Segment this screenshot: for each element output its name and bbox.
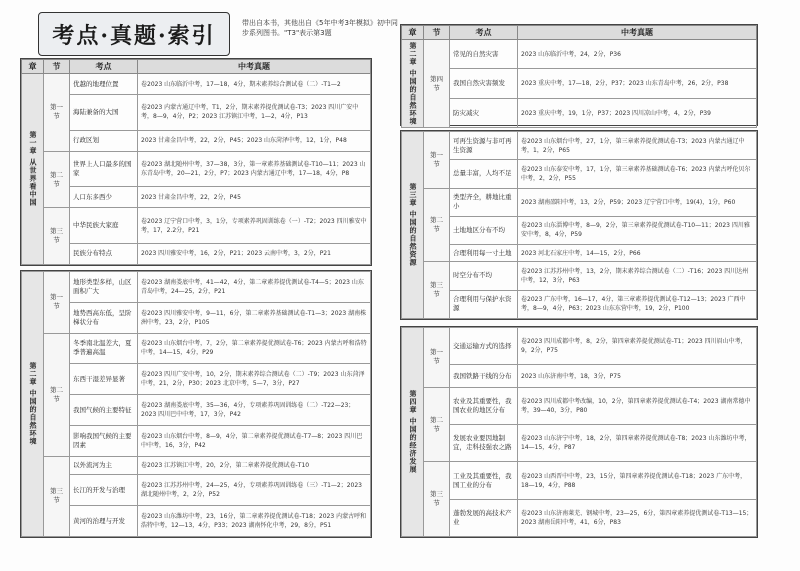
table-row: [22, 243, 371, 264]
exam-cell: 卷2023 山东济南莱芜、钢城中考，23—25，6分，第四章素养提优测试卷-T13—15；2023 湖南岳阳中考，41，6分，P83: [518, 499, 757, 536]
table-row: [22, 151, 371, 186]
exam-cell: 卷2023 山东烟台中考，7，2分，第二章素养提优测试卷-T6；2023 内蒙古呼和浩特中考，14—15，4分，P29: [138, 333, 371, 364]
section-cell: 第三节: [44, 456, 70, 536]
exam-cell: 卷2023 四川广安中考，10，2分，期末素养综合测试卷（二）-T9；2023 山东菏泽中考，21，2分，P30；2023 北京中考，5—7，3分，P27: [138, 364, 371, 395]
exam-cell: 卷2023 四川雅安中考，9—11，6分，第二章素养基础测试卷-T1—3；2023 湖南株洲中考，23，2分，P105: [138, 302, 371, 333]
table-row: [22, 364, 371, 395]
table-row: [402, 216, 757, 244]
key-point-cell: 世界上人口最多的国家: [70, 151, 138, 186]
table-row: [22, 187, 371, 208]
exam-cell: 2023 山东临沂中考，24，2分，P36: [518, 40, 757, 69]
key-point-cell: 防灾减灾: [450, 98, 518, 128]
page-title: 考点·真题·索引: [52, 22, 216, 49]
chapter-cell: 第三章 中国的自然资源: [402, 132, 424, 319]
exam-cell: 卷2023 山东泰安中考，17，1分，第三章素养基础测试卷-T6；2023 内蒙古呼伦贝尔中考，2，2分，P55: [518, 160, 757, 188]
key-point-cell: 我国铁路干线的分布: [450, 365, 518, 388]
exam-cell: 2023 四川雅安中考，16，2分，P21；2023 云南中考，3，2分，P21: [138, 243, 371, 264]
table-row: [402, 425, 757, 462]
table-row: [402, 365, 757, 388]
table-row: [402, 160, 757, 188]
exam-cell: 卷2023 湖南娄底中考，35—36，4分，专项素养巩固训练卷（二）-T22—23；2023 四川巴中中考，17，3分，P42: [138, 395, 371, 426]
table-row: [402, 387, 757, 424]
key-point-cell: 民族分布特点: [70, 243, 138, 264]
table-row: [22, 475, 371, 506]
right-page: [400, 0, 760, 571]
key-point-cell: 工业及其重要性，我国工业的分布: [450, 462, 518, 499]
key-point-cell: 优越的地理位置: [70, 74, 138, 95]
key-point-cell: 时空分布不均: [450, 262, 518, 290]
chapter-block: [20, 58, 372, 266]
exam-cell: 卷2023 内蒙古通辽中考，T1，2分，期末素养提优测试卷-T3；2023 四川广安中考，8—9，4分，P2；2023 江苏镇江中考，1—2，4分，P13: [138, 95, 371, 130]
left-page: [20, 0, 398, 571]
header-row: [22, 60, 371, 74]
chapter-cell: 第二章 中国的自然环境: [22, 272, 44, 537]
table-row: [22, 208, 371, 243]
key-point-cell: 地形类型多样，山区面积广大: [70, 272, 138, 303]
chapter-cell: 第一章 从世界看中国: [22, 74, 44, 265]
exam-cell: 卷2023 山东济宁中考，18，2分，第四章素养提优测试卷-T8；2023 山东潍坊中考，14—15，4分，P87: [518, 425, 757, 462]
key-point-cell: 中华民族大家庭: [70, 208, 138, 243]
key-point-cell: 冬季南北温差大，夏季普遍高温: [70, 333, 138, 364]
exam-cell: 卷2023 湖北随州中考，37—38，3分，第一章素养基础测试卷-T10—11；2023 山东青岛中考，20—21，2分，P7；2023 内蒙古通辽中考，17—18，4分，P8: [138, 151, 371, 186]
chapter-cell: 第四章 中国的经济发展: [402, 328, 424, 537]
index-table: [21, 59, 371, 265]
key-point-cell: 行政区划: [70, 130, 138, 151]
index-table: [401, 327, 757, 537]
table-row: [22, 95, 371, 130]
chapter-block: [400, 326, 758, 538]
header-chapter: 章: [22, 60, 44, 74]
table-row: [22, 456, 371, 475]
header-point: 考点: [70, 60, 138, 74]
exam-cell: 卷2023 广东中考，16—17，4分，第三章素养提优测试卷-T12—13；2023 广西中考，8—9，4分，P63；2023 山东东营中考，19，2分，P100: [518, 290, 757, 318]
exam-cell: 卷2023 山东临沂中考，17—18，4分，期末素养综合测试卷（二）-T1—2: [138, 74, 371, 95]
key-point-cell: 黄河的治理与开发: [70, 506, 138, 537]
header-exam: 中考真题: [138, 60, 371, 74]
section-cell: 第一节: [44, 272, 70, 334]
table-row: [22, 333, 371, 364]
header-chapter: 章: [402, 26, 424, 40]
section-cell: 第三节: [424, 262, 450, 319]
key-point-cell: 发展农业要因地制宜，走科技强农之路: [450, 425, 518, 462]
table-row: [22, 506, 371, 537]
table-row: [402, 245, 757, 262]
key-point-cell: 蓬勃发展的高技术产业: [450, 499, 518, 536]
table-row: [402, 69, 757, 98]
chapter-block: [400, 130, 758, 320]
exam-cell: 卷2023 江苏苏州中考，24—25，4分，专项素养巩固训练卷（三）-T1—2；2023 湖北随州中考，2，2分，P52: [138, 475, 371, 506]
section-cell: 第四节: [424, 40, 450, 128]
key-point-cell: 交通运输方式的选择: [450, 328, 518, 365]
exam-cell: 卷2023 四川成都中考改编，10，2分，第四章素养提优测试卷-T4；2023 湖南常德中考，39—40，3分，P80: [518, 387, 757, 424]
table-row: [402, 132, 757, 160]
key-point-cell: 类型齐全，耕地比重小: [450, 188, 518, 216]
header-row: [402, 26, 757, 40]
exam-cell: 2023 甘肃金昌中考，22，2分，P45；2023 山东菏泽中考，12，1分，P48: [138, 130, 371, 151]
exam-cell: 2023 重庆中考，19，1分，P37；2023 四川凉山中考，4，2分，P39: [518, 98, 757, 128]
header-exam: 中考真题: [518, 26, 757, 40]
exam-cell: 卷2023 辽宁营口中考，3，1分，专项素养巩固训练卷（一）-T2；2023 四川雅安中考，17，2.2分，P21: [138, 208, 371, 243]
key-point-cell: 常见的自然灾害: [450, 40, 518, 69]
exam-cell: 卷2023 四川成都中考，8，2分，第四章素养提优测试卷-T1；2023 四川眉山中考，9，2分，P75: [518, 328, 757, 365]
exam-cell: 卷2023 江苏苏州中考，13，2分，期末素养综合测试卷（二）-T16；2023 四川达州中考，12，3分，P63: [518, 262, 757, 290]
section-cell: 第二节: [424, 387, 450, 462]
key-point-cell: 我国自然灾害频发: [450, 69, 518, 98]
index-table: [21, 271, 371, 537]
exam-cell: 卷2023 湖南娄底中考，41—42，4分，第二章素养提优测试卷-T4—5；2023 山东青岛中考，24—25，2分，P21: [138, 272, 371, 303]
table-row: [22, 302, 371, 333]
table-row: [22, 425, 371, 456]
exam-cell: 2023 山东济南中考，18，3分，P75: [518, 365, 757, 388]
exam-cell: 卷2023 山东潍坊中考，23，16分，第二章素养提优测试卷-T18；2023 内蒙古呼和浩特中考，12—13，4分，P33；2023 湖南怀化中考，29，8分，P51: [138, 506, 371, 537]
table-row: [402, 262, 757, 290]
section-cell: 第三节: [44, 208, 70, 265]
section-cell: 第一节: [44, 74, 70, 152]
index-table: [401, 25, 757, 128]
exam-cell: 卷2023 山西晋中中考，23，15分，第四章素养提优测试卷-T18；2023 广东中考，18—19，4分，P88: [518, 462, 757, 499]
key-point-cell: 以外流河为主: [70, 456, 138, 475]
key-point-cell: 长江的开发与治理: [70, 475, 138, 506]
exam-cell: 卷2023 山东烟台中考，27，1分，第三章素养提优测试卷-T3；2023 内蒙古通辽中考，1，2分，P65: [518, 132, 757, 160]
key-point-cell: 我国气候的主要特征: [70, 395, 138, 426]
key-point-cell: 海陆兼备的大国: [70, 95, 138, 130]
exam-cell: 2023 甘肃金昌中考，22，2分，P45: [138, 187, 371, 208]
section-cell: 第二节: [424, 188, 450, 262]
table-row: [402, 328, 757, 365]
table-row: [402, 290, 757, 318]
index-table: [401, 131, 757, 319]
key-point-cell: 合理利用每一寸土地: [450, 245, 518, 262]
exam-cell: 卷2023 江苏镇江中考，20，2分，第二章素养提优测试卷-T10: [138, 456, 371, 475]
table-row: [402, 40, 757, 69]
header-point: 考点: [450, 26, 518, 40]
exam-cell: 卷2023 山东淄博中考，8—9，2分，第三章素养提优测试卷-T10—11；2023 四川雅安中考，8，4分，P59: [518, 216, 757, 244]
key-point-cell: 合理利用与保护水资源: [450, 290, 518, 318]
header-section: 节: [44, 60, 70, 74]
key-point-cell: 地势西高东低，呈阶梯状分布: [70, 302, 138, 333]
section-cell: 第一节: [424, 132, 450, 189]
key-point-cell: 影响我国气候的主要因素: [70, 425, 138, 456]
key-point-cell: 东西干湿差异显著: [70, 364, 138, 395]
key-point-cell: 农业及其重要性，我国农业的地区分布: [450, 387, 518, 424]
table-row: [402, 499, 757, 536]
chapter-block: [20, 270, 372, 538]
section-cell: 第二节: [44, 151, 70, 208]
table-row: [22, 74, 371, 95]
chapter-block: [400, 24, 758, 126]
exam-cell: 2023 河北石家庄中考，14—15，2分，P66: [518, 245, 757, 262]
title-box: [38, 12, 230, 56]
header-section: 节: [424, 26, 450, 40]
table-row: [402, 462, 757, 499]
chapter-cell: 第二章 中国的自然环境: [402, 40, 424, 128]
key-point-cell: 可再生资源与非可再生资源: [450, 132, 518, 160]
source-note: 带出自本书，其他出自《5年中考3年模拟》初中同步系列图书。"T3"表示第3题: [242, 19, 398, 37]
key-point-cell: 人口东多西少: [70, 187, 138, 208]
table-row: [22, 272, 371, 303]
key-point-cell: 土地地区分布不均: [450, 216, 518, 244]
table-row: [22, 395, 371, 426]
exam-cell: 2023 重庆中考，17—18，2分，P37；2023 山东青岛中考，26，2分，P38: [518, 69, 757, 98]
table-row: [402, 188, 757, 216]
section-cell: 第三节: [424, 462, 450, 537]
exam-cell: 卷2023 山东烟台中考，8—9，4分，第二章素养提优测试卷-T7—8；2023 四川巴中中考，16，3分，P42: [138, 425, 371, 456]
table-row: [402, 98, 757, 128]
exam-cell: 2023 湖南邵阳中考，13，2分，P59；2023 辽宁营口中考，19(4)，1分，P60: [518, 188, 757, 216]
section-cell: 第二节: [44, 333, 70, 456]
key-point-cell: 总量丰富，人均不足: [450, 160, 518, 188]
table-row: [22, 130, 371, 151]
section-cell: 第一节: [424, 328, 450, 388]
